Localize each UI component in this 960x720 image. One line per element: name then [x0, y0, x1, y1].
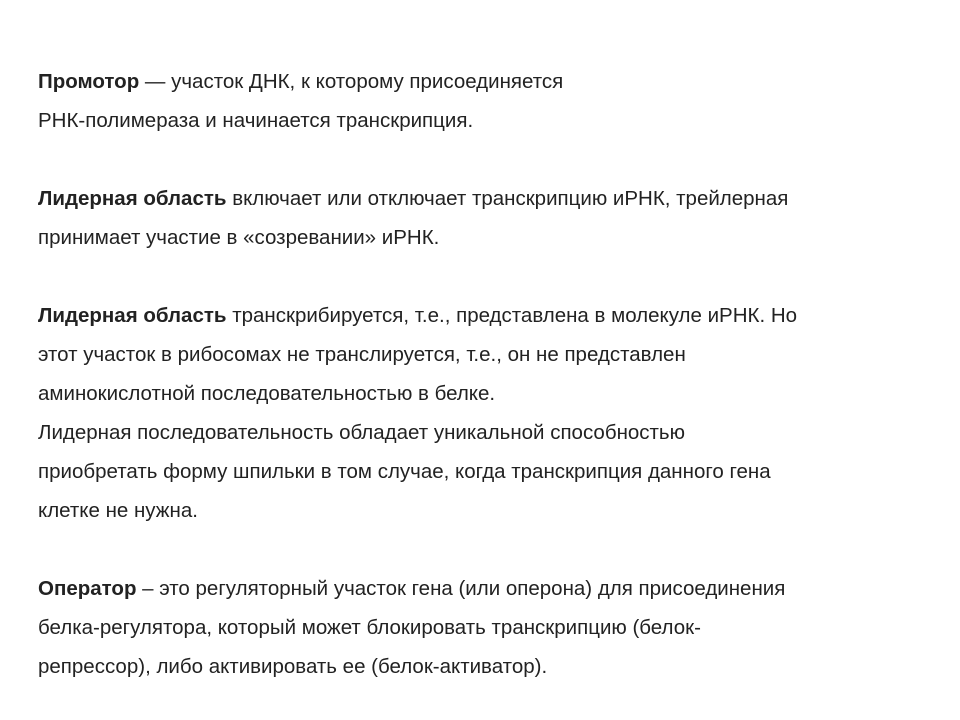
line-text: РНК-полимераза и начинается транскрипция.: [38, 109, 474, 132]
line-text: — участок ДНК, к которому присоединяется: [139, 70, 564, 93]
paragraph-operator: [38, 569, 928, 686]
line-text: клетке не нужна.: [38, 499, 198, 522]
text-line: [38, 647, 928, 686]
text-line: [38, 608, 928, 647]
line-text: аминокислотной последовательностью в белке.: [38, 382, 496, 405]
text-line: [38, 101, 928, 140]
line-text: – это регуляторный участок гена (или оперона) для присоединения: [136, 577, 786, 600]
term-promoter: Промотор: [38, 70, 140, 93]
text-line: [38, 491, 928, 530]
line-text: Лидерная последовательность обладает уникальной способностью: [38, 421, 685, 444]
term-leader-region: Лидерная область: [38, 304, 227, 327]
paragraph-leader-region: [38, 179, 928, 257]
term-operator: Оператор: [38, 577, 137, 600]
slide-text: [38, 62, 928, 686]
text-line: [38, 452, 928, 491]
text-line: [38, 62, 928, 101]
text-line: [38, 413, 928, 452]
text-line: [38, 374, 928, 413]
text-line: [38, 179, 928, 218]
line-text: репрессор), либо активировать ее (белок-активатор).: [38, 655, 548, 678]
line-text: транскрибируется, т.е., представлена в молекуле иРНК. Но: [226, 304, 798, 327]
term-leader-region: Лидерная область: [38, 187, 227, 210]
line-text: этот участок в рибосомах не транслируется, т.е., он не представлен: [38, 343, 686, 366]
paragraph-leader-transcription: [38, 296, 928, 530]
text-line: [38, 569, 928, 608]
line-text: белка-регулятора, который может блокировать транскрипцию (белок-: [38, 616, 701, 639]
line-text: принимает участие в «созревании» иРНК.: [38, 226, 440, 249]
text-line: [38, 218, 928, 257]
text-line: [38, 335, 928, 374]
line-text: приобретать форму шпильки в том случае, когда транскрипция данного гена: [38, 460, 771, 483]
paragraph-gap: [38, 257, 928, 296]
paragraph-gap: [38, 140, 928, 179]
text-line: [38, 296, 928, 335]
paragraph-gap: [38, 530, 928, 569]
line-text: включает или отключает транскрипцию иРНК, трейлерная: [226, 187, 789, 210]
paragraph-promoter: [38, 62, 928, 140]
